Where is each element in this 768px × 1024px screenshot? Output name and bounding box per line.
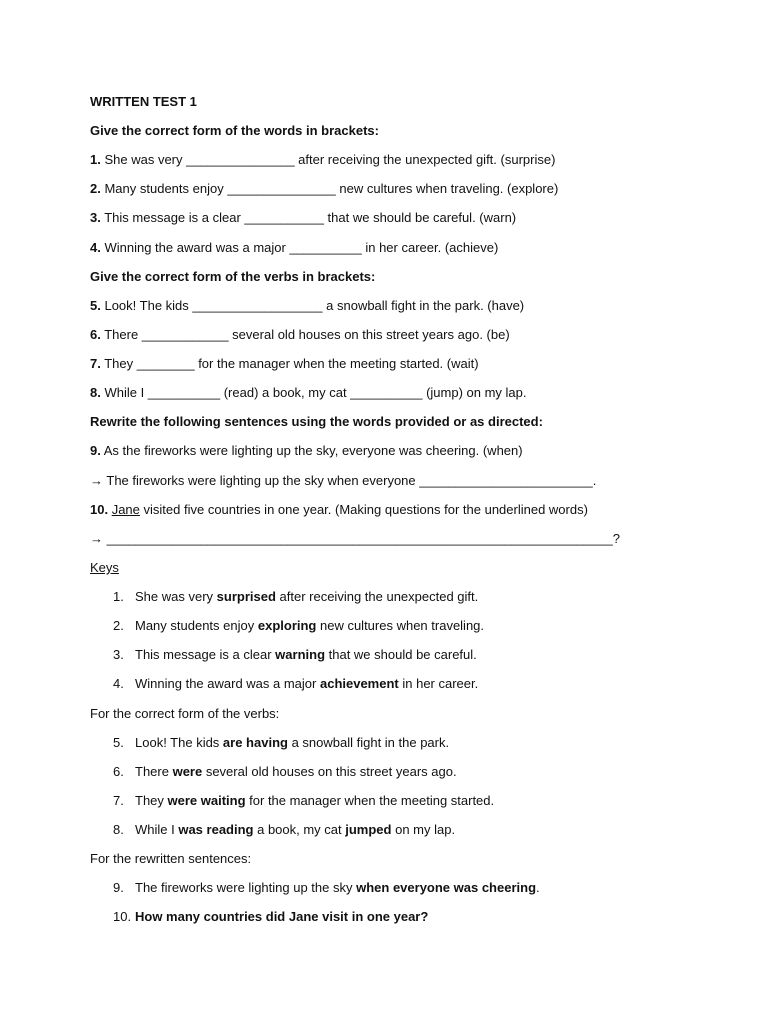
question-number: 2. — [90, 181, 101, 196]
key-answer: was reading — [178, 822, 254, 837]
key-number: 3. — [113, 647, 124, 662]
question-5 — [90, 298, 524, 314]
question-9 — [90, 443, 523, 459]
question-text: As the fireworks were lighting up the sky, everyone was cheering. (when) — [103, 443, 523, 458]
key-item-7 — [113, 793, 494, 809]
key-text: This message is a clear — [135, 647, 276, 662]
key-text: There — [135, 764, 173, 779]
key-item-6 — [113, 764, 457, 780]
key-text: Many students enjoy — [135, 618, 258, 633]
question-text: She was very _______________ after receiving the unexpected gift. (surprise) — [104, 152, 556, 167]
question-3 — [90, 210, 516, 226]
key-text: While I — [135, 822, 179, 837]
key-text: in her career. — [398, 676, 479, 691]
key-item-4 — [113, 676, 478, 692]
keys-verbs-heading: For the correct form of the verbs: — [90, 706, 280, 721]
key-item-5 — [113, 735, 449, 751]
key-answer: jumped — [345, 822, 392, 837]
key-item-10 — [113, 909, 428, 925]
key-text: after receiving the unexpected gift. — [275, 589, 479, 604]
question-text: visited five countries in one year. (Making questions for the underlined words) — [139, 502, 588, 517]
key-number: 6. — [113, 764, 124, 779]
question-2 — [90, 181, 558, 197]
key-number: 4. — [113, 676, 124, 691]
question-text: Many students enjoy _______________ new cultures when traveling. (explore) — [104, 181, 559, 196]
question-text: Look! The kids __________________ a snowball fight in the park. (have) — [104, 298, 525, 313]
document-title: WRITTEN TEST 1 — [90, 94, 197, 109]
key-number: 7. — [113, 793, 124, 808]
section1-heading: Give the correct form of the words in brackets: — [90, 123, 379, 138]
key-number: 8. — [113, 822, 124, 837]
key-text: Winning the award was a major — [135, 676, 320, 691]
key-answer: are having — [222, 735, 288, 750]
key-answer: warning — [275, 647, 326, 662]
key-text: Look! The kids — [135, 735, 223, 750]
key-text: for the manager when the meeting started. — [245, 793, 495, 808]
question-1 — [90, 152, 555, 168]
question-number: 9. — [90, 443, 101, 458]
question-10-answer-line: → ______________________________________________________________________? — [90, 531, 620, 546]
question-number: 1. — [90, 152, 101, 167]
key-answer: exploring — [257, 618, 317, 633]
key-text: that we should be careful. — [325, 647, 477, 662]
key-text: The fireworks were lighting up the sky — [135, 880, 357, 895]
key-item-1 — [113, 589, 478, 605]
key-item-9 — [113, 880, 540, 896]
section3-heading: Rewrite the following sentences using the words provided or as directed: — [90, 414, 543, 429]
key-answer: were — [172, 764, 203, 779]
key-text: on my lap. — [391, 822, 456, 837]
question-number: 6. — [90, 327, 101, 342]
question-7 — [90, 356, 479, 372]
key-answer: were waiting — [167, 793, 246, 808]
question-number: 10. — [90, 502, 109, 517]
underlined-word: Jane — [111, 502, 140, 517]
key-number: 10. — [113, 909, 132, 924]
question-6 — [90, 327, 510, 343]
question-number: 7. — [90, 356, 101, 371]
key-text: new cultures when traveling. — [316, 618, 485, 633]
question-4 — [90, 240, 498, 256]
keys-rewrite-heading: For the rewritten sentences: — [90, 851, 252, 866]
question-text: There ____________ several old houses on this street years ago. (be) — [104, 327, 510, 342]
section2-heading: Give the correct form of the verbs in brackets: — [90, 269, 376, 284]
key-number: 9. — [113, 880, 124, 895]
key-text: several old houses on this street years ago. — [202, 764, 457, 779]
key-answer: when everyone was cheering — [356, 880, 537, 895]
question-text: While I __________ (read) a book, my cat __________ (jump) on my lap. — [104, 385, 527, 400]
key-number: 1. — [113, 589, 124, 604]
key-number: 5. — [113, 735, 124, 750]
question-text: This message is a clear ___________ that we should be careful. (warn) — [104, 210, 517, 225]
key-text: They — [135, 793, 168, 808]
question-number: 5. — [90, 298, 101, 313]
question-10 — [90, 502, 588, 518]
question-9-answer-line: → The fireworks were lighting up the sky when everyone ________________________. — [90, 473, 597, 488]
key-item-2 — [113, 618, 484, 634]
key-text: a snowball fight in the park. — [287, 735, 450, 750]
key-answer: achievement — [319, 676, 399, 691]
key-number: 2. — [113, 618, 124, 633]
key-answer: How many countries did Jane visit in one year? — [135, 909, 429, 924]
key-item-3 — [113, 647, 477, 663]
keys-heading: Keys — [90, 560, 119, 575]
question-text: They ________ for the manager when the meeting started. (wait) — [104, 356, 479, 371]
question-number: 4. — [90, 240, 101, 255]
key-answer: surprised — [216, 589, 276, 604]
key-text: . — [536, 880, 540, 895]
question-number: 3. — [90, 210, 101, 225]
key-text: a book, my cat — [253, 822, 346, 837]
key-item-8 — [113, 822, 455, 838]
key-text: She was very — [135, 589, 217, 604]
question-text: Winning the award was a major __________ in her career. (achieve) — [104, 240, 499, 255]
question-8 — [90, 385, 527, 401]
question-number: 8. — [90, 385, 101, 400]
